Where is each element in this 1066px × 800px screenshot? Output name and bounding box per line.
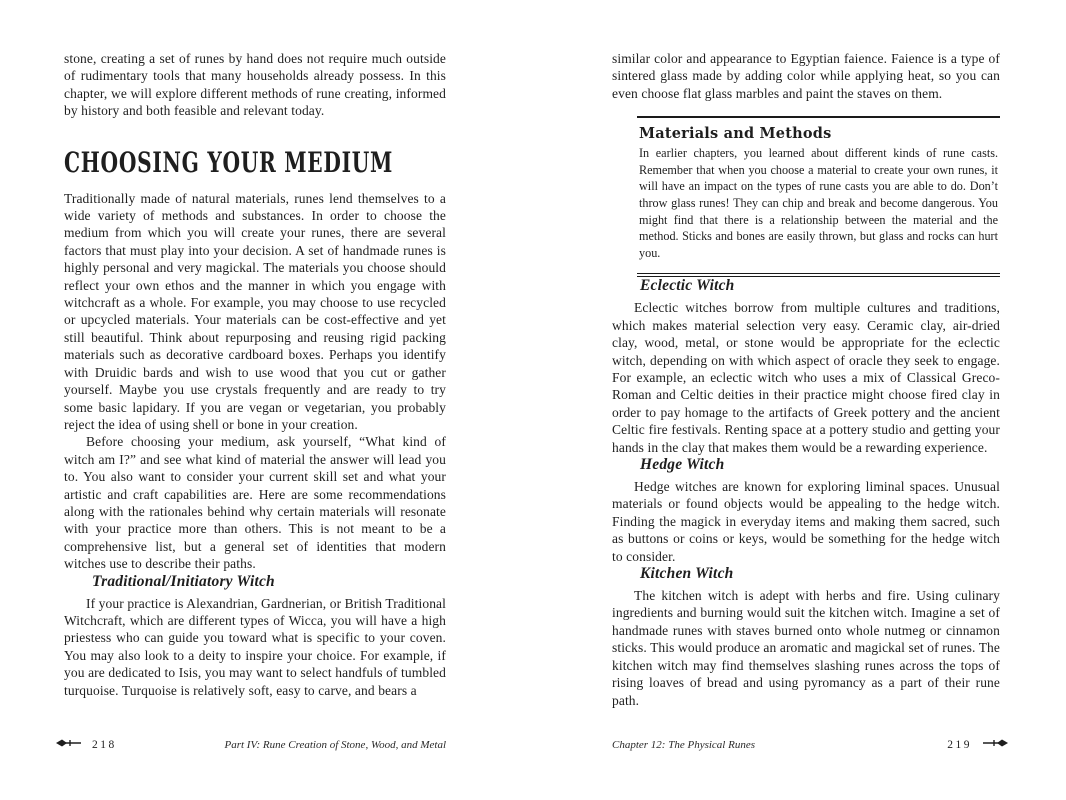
page-number: 219 <box>947 738 972 751</box>
body-paragraph: Eclectic witches borrow from multiple cultures and traditions, which makes material selection very easy. Ceramic clay, air-dried clay, wood, metal, or stone would be appropriate for the eclectic witch, depending on with which aspect of oracle they seek to engage. For example, an eclectic witch who uses a mix of Classical Greco-Roman and Celtic deities in their practice might choose fired clay in order to pay homage to the artifacts of Greek pottery and the ancient Celtic fire festivals. Renting space at a pottery studio and getting your hands in the clay that makes them would be a rewarding experience. <box>612 300 1000 455</box>
section-heading: CHOOSING YOUR MEDIUM <box>64 145 394 179</box>
body-paragraph: Traditionally made of natural materials, runes lend themselves to a wide variety of methods and substances. In order to choose the medium from which you will create your runes, there are several factors that must play into your decision. A set of handmade runes is highly personal and very magickal. The materials you choose should reflect your own ethos and the manner in which you engage with witchcraft as a whole. For example, you may choose to use recycled or upcycled materials. Your materials can be cost-effective and yet still beautiful. Think about repurposing and reusing rigid packing materials such as decorative cardboard boxes. Perhaps you identify with Druidic bards and wish to use wood that you cut or gather yourself. Maybe you use crystals frequently and are ready to try some basic lapidary. If you are vegan or vegetarian, you probably reject the idea of using shell or bone in your creation. <box>64 190 446 432</box>
subsection-heading-eclectic: Eclectic Witch <box>640 277 735 295</box>
materials-and-methods-aside <box>637 116 1000 277</box>
page-number: 218 <box>92 738 117 751</box>
subsection-heading-traditional: Traditional/Initiatory Witch <box>92 572 275 590</box>
page-footer-left <box>0 738 533 751</box>
subsection-heading-hedge: Hedge Witch <box>640 456 725 474</box>
body-paragraph: Before choosing your medium, ask yourself, “What kind of witch am I?” and see what kind of material the answer will lead you to. You also want to consider your current skill set and what your artistic and craft capabilities are. Here are some recommendations along with the rationales behind why certain materials will resonate with your practice more than others. This is not meant to be a comprehensive list, but a general set of identities that modern witches use to describe their paths. <box>64 434 446 572</box>
continuation-paragraph: similar color and appearance to Egyptian faience. Faience is a type of sintered glass made by adding color while applying heat, so you can even choose flat glass marbles and paint the staves on them. <box>612 51 1000 101</box>
body-paragraph: The kitchen witch is adept with herbs and fire. Using culinary ingredients and burning would suit the kitchen witch. Imagine a set of handmade runes with staves burned onto whole nutmeg or cinnamon sticks. This would produce an aromatic and magickal set of runes. The kitchen witch may find themselves slashing runes across the tops of rising loaves of bread and using pyromancy as a part of their rune path. <box>612 588 1000 708</box>
fleuron-right-icon <box>982 738 1008 751</box>
running-title: Chapter 12: The Physical Runes <box>612 738 755 751</box>
aside-body: In earlier chapters, you learned about different kinds of rune casts. Remember that when you choose a material to create your own runes, it will have an impact on the types of rune casts you are able to do. Don’t throw glass runes! They can chip and break and become dangerous. You might find that there is a relationship between the material and the method. Sticks and bones are easily thrown, but glass and rocks can hurt you. <box>639 146 998 260</box>
running-title: Part IV: Rune Creation of Stone, Wood, and Metal <box>224 738 446 751</box>
body-paragraph: Hedge witches are known for exploring liminal spaces. Unusual materials or found objects would be appealing to the hedge witch. Finding the magick in everyday items and making them sacred, such as buttons or coins or keys, would be something for the hedge witch to consider. <box>612 479 1000 564</box>
body-paragraph: If your practice is Alexandrian, Gardnerian, or British Traditional Witchcraft, which are different types of Wicca, you will have a high priestess who can guide you toward what is specific to your coven. You may also look to a deity to inspire your choice. For example, if you are dedicated to Isis, you may want to select handfuls of tumbled turquoise. Turquoise is relatively soft, easy to carve, and bears a <box>64 595 446 698</box>
page-right <box>533 0 1066 800</box>
continuation-paragraph: stone, creating a set of runes by hand does not require much outside of rudimentary tools that many households already possess. In this chapter, we will explore different methods of rune creating, informed by history and both feasible and relevant today. <box>64 51 446 119</box>
page-footer-right <box>533 738 1066 751</box>
subsection-heading-kitchen: Kitchen Witch <box>640 565 734 583</box>
fleuron-left-icon <box>56 738 82 751</box>
aside-heading: Materials and Methods <box>639 125 832 143</box>
